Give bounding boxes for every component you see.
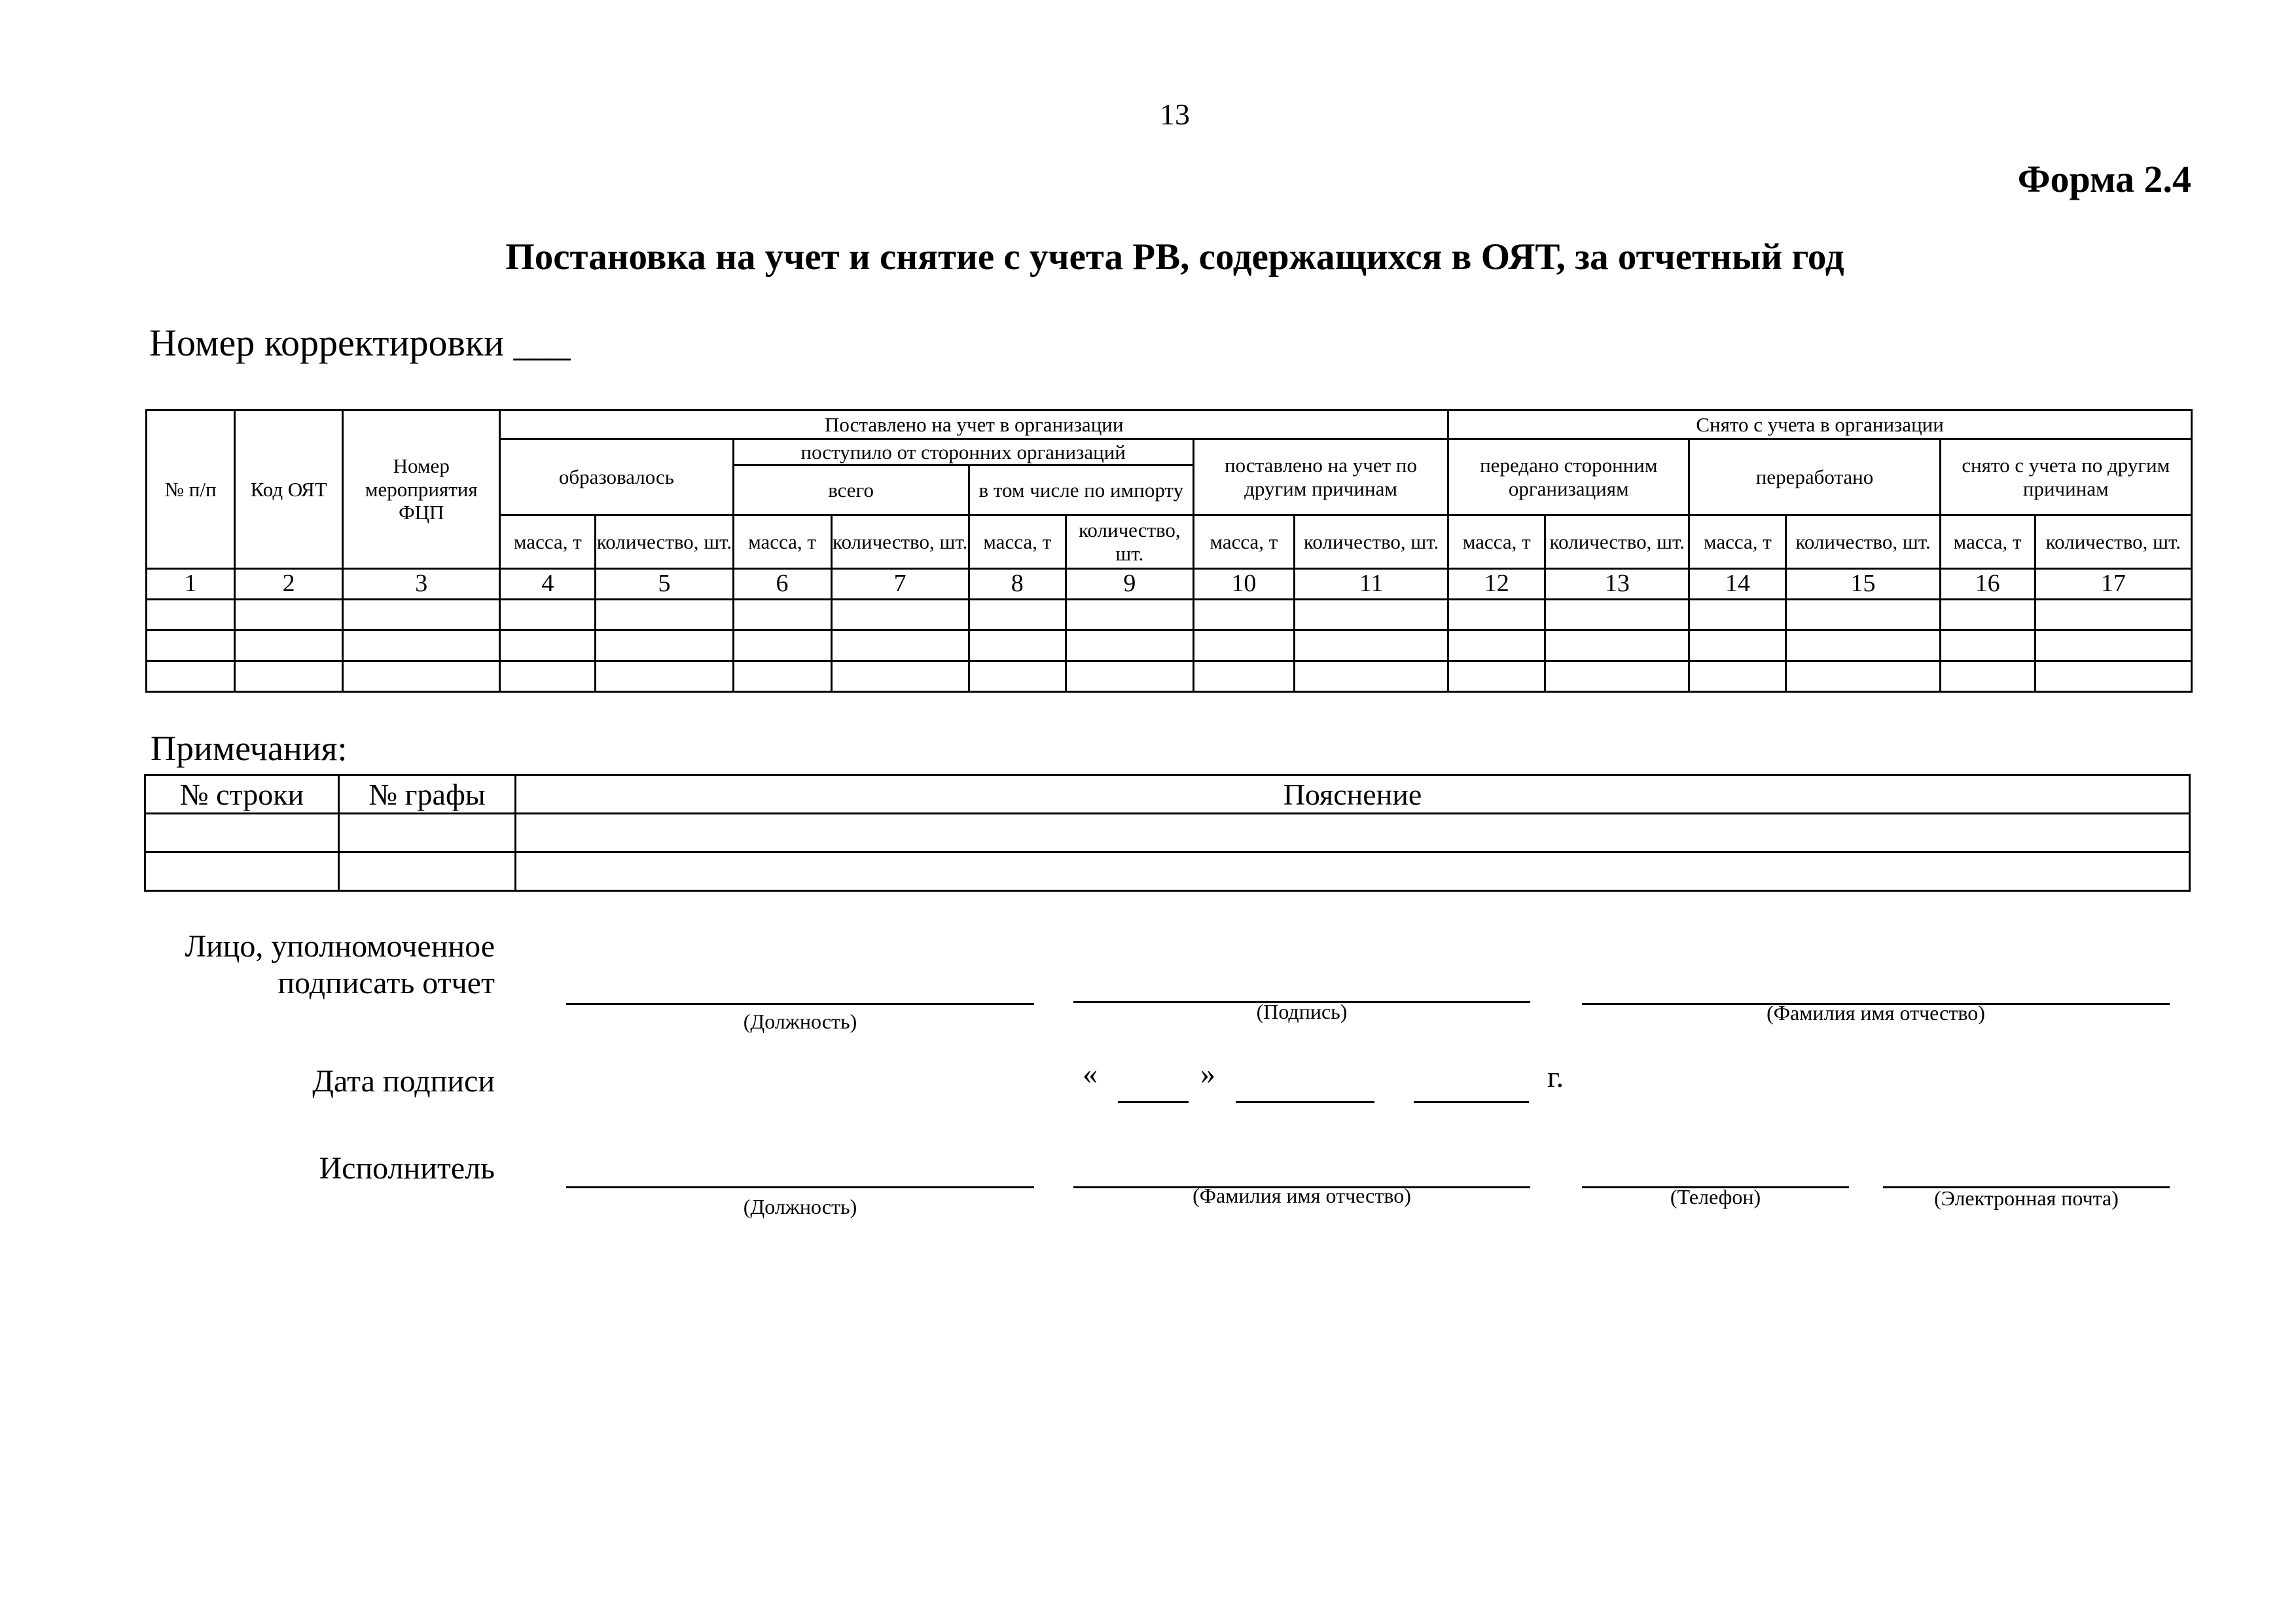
column-number: 4 — [500, 569, 596, 600]
notes-cell[interactable] — [516, 852, 2190, 891]
signature-date-label: Дата подписи — [312, 1064, 495, 1099]
mass-header: масса, т — [500, 515, 596, 569]
date-day-line[interactable] — [1118, 1101, 1189, 1103]
table-cell[interactable] — [1689, 630, 1786, 661]
count-header: количество, шт. — [1066, 515, 1193, 569]
date-month-line[interactable] — [1236, 1101, 1374, 1103]
table-cell[interactable] — [1193, 600, 1294, 630]
table-cell[interactable] — [1786, 600, 1940, 630]
notes-cell[interactable] — [145, 814, 339, 852]
table-cell[interactable] — [1786, 630, 1940, 661]
column-number: 13 — [1545, 569, 1689, 600]
table-cell[interactable] — [1294, 600, 1448, 630]
column-number: 1 — [147, 569, 235, 600]
table-cell[interactable] — [500, 661, 596, 692]
transferred-header: передано сторонним организациям — [1448, 439, 1689, 515]
authorized-person-label: Лицо, уполномоченное подписать отчет — [185, 929, 495, 1000]
table-cell[interactable] — [1294, 661, 1448, 692]
table-cell[interactable] — [500, 600, 596, 630]
table-cell[interactable] — [1689, 661, 1786, 692]
table-cell[interactable] — [235, 630, 343, 661]
table-cell[interactable] — [969, 630, 1066, 661]
table-cell[interactable] — [343, 630, 500, 661]
table-row — [147, 661, 2192, 692]
page-number: 13 — [1160, 98, 1190, 131]
table-cell[interactable] — [1066, 630, 1193, 661]
table-cell[interactable] — [596, 600, 733, 630]
table-cell[interactable] — [1545, 600, 1689, 630]
notes-cell[interactable] — [145, 852, 339, 891]
table-cell[interactable] — [235, 661, 343, 692]
table-cell[interactable] — [1448, 661, 1545, 692]
table-cell[interactable] — [1545, 630, 1689, 661]
table-cell[interactable] — [831, 630, 969, 661]
executor-fio-caption: (Фамилия имя отчество) — [1193, 1184, 1411, 1207]
table-cell[interactable] — [2035, 630, 2191, 661]
column-number: 10 — [1193, 569, 1294, 600]
table-cell[interactable] — [147, 630, 235, 661]
notes-table — [144, 774, 2191, 892]
table-cell[interactable] — [733, 600, 831, 630]
column-number: 2 — [235, 569, 343, 600]
mass-header: масса, т — [1940, 515, 2035, 569]
year-suffix: г. — [1547, 1060, 1564, 1093]
column-number: 16 — [1940, 569, 2035, 600]
mass-header: масса, т — [1193, 515, 1294, 569]
received-total-header: всего — [733, 465, 969, 515]
table-cell[interactable] — [1193, 630, 1294, 661]
column-numbers-row — [147, 569, 2192, 600]
table-cell[interactable] — [733, 661, 831, 692]
mass-header: масса, т — [969, 515, 1066, 569]
table-cell[interactable] — [1448, 600, 1545, 630]
count-header: количество, шт. — [1294, 515, 1448, 569]
received-import-header: в том числе по импорту — [969, 465, 1193, 515]
table-cell[interactable] — [1786, 661, 1940, 692]
column-number: 12 — [1448, 569, 1545, 600]
table-cell[interactable] — [1448, 630, 1545, 661]
column-number: 17 — [2035, 569, 2191, 600]
table-cell[interactable] — [500, 630, 596, 661]
table-cell[interactable] — [733, 630, 831, 661]
received-header: поступило от сторонних организаций — [733, 439, 1193, 465]
table-cell[interactable] — [2035, 600, 2191, 630]
position-line[interactable] — [566, 1003, 1034, 1005]
table-row — [147, 630, 2192, 661]
mass-header: масса, т — [1689, 515, 1786, 569]
quote-open: « — [1083, 1057, 1098, 1090]
column-number: 15 — [1786, 569, 1940, 600]
table-cell[interactable] — [1940, 630, 2035, 661]
notes-header-row-number: № строки — [145, 775, 339, 814]
group-deregistered-header: Снято с учета в организации — [1448, 410, 2192, 439]
table-cell[interactable] — [1545, 661, 1689, 692]
table-row — [147, 600, 2192, 630]
date-year-line[interactable] — [1414, 1101, 1529, 1103]
position-caption: (Должность) — [743, 1010, 857, 1033]
column-number: 8 — [969, 569, 1066, 600]
col-code-header: Код ОЯТ — [235, 410, 343, 569]
executor-label: Исполнитель — [319, 1151, 495, 1186]
group-registered-header: Поставлено на учет в организации — [500, 410, 1448, 439]
table-cell[interactable] — [343, 600, 500, 630]
correction-number-field[interactable]: Номер корректировки ___ — [149, 321, 571, 364]
column-number: 11 — [1294, 569, 1448, 600]
table-cell[interactable] — [831, 661, 969, 692]
col-number-header: № п/п — [147, 410, 235, 569]
column-number: 14 — [1689, 569, 1786, 600]
count-header: количество, шт. — [2035, 515, 2191, 569]
col-event-header: Номер мероприятия ФЦП — [343, 410, 500, 569]
table-cell[interactable] — [1940, 600, 2035, 630]
mass-header: масса, т — [1448, 515, 1545, 569]
notes-cell[interactable] — [339, 814, 516, 852]
column-number: 7 — [831, 569, 969, 600]
phone-caption: (Телефон) — [1670, 1185, 1761, 1209]
table-cell[interactable] — [1066, 661, 1193, 692]
column-number: 3 — [343, 569, 500, 600]
document-title: Постановка на учет и снятие с учета РВ, содержащихся в ОЯТ, за отчетный год — [505, 236, 1844, 278]
notes-row — [145, 852, 2190, 891]
form-number: Форма 2.4 — [2017, 158, 2191, 200]
column-number: 5 — [596, 569, 733, 600]
table-cell[interactable] — [1940, 661, 2035, 692]
table-cell[interactable] — [831, 600, 969, 630]
other-registered-header: поставлено на учет по другим причинам — [1193, 439, 1448, 515]
mass-header: масса, т — [733, 515, 831, 569]
executor-position-line[interactable] — [566, 1186, 1034, 1188]
table-cell[interactable] — [596, 661, 733, 692]
notes-header-explanation: Пояснение — [516, 775, 2190, 814]
email-caption: (Электронная почта) — [1934, 1186, 2119, 1210]
count-header: количество, шт. — [1786, 515, 1940, 569]
accounting-table — [145, 409, 2193, 693]
column-number: 6 — [733, 569, 831, 600]
table-cell[interactable] — [235, 600, 343, 630]
table-cell[interactable] — [1294, 630, 1448, 661]
other-removed-header: снято с учета по другим причинам — [1940, 439, 2191, 515]
table-cell[interactable] — [1066, 600, 1193, 630]
table-cell[interactable] — [343, 661, 500, 692]
table-cell[interactable] — [2035, 661, 2191, 692]
formed-header: образовалось — [500, 439, 733, 515]
executor-position-caption: (Должность) — [743, 1195, 857, 1218]
table-cell[interactable] — [147, 600, 235, 630]
table-cell[interactable] — [1193, 661, 1294, 692]
table-cell[interactable] — [969, 600, 1066, 630]
column-number: 9 — [1066, 569, 1193, 600]
count-header: количество, шт. — [831, 515, 969, 569]
count-header: количество, шт. — [1545, 515, 1689, 569]
table-cell[interactable] — [147, 661, 235, 692]
signature-caption: (Подпись) — [1256, 1000, 1348, 1023]
table-cell[interactable] — [1689, 600, 1786, 630]
notes-header-column-number: № графы — [339, 775, 516, 814]
quote-close: » — [1200, 1057, 1215, 1090]
count-header: количество, шт. — [596, 515, 733, 569]
notes-cell[interactable] — [339, 852, 516, 891]
notes-title: Примечания: — [151, 729, 348, 768]
table-cell[interactable] — [596, 630, 733, 661]
notes-cell[interactable] — [516, 814, 2190, 852]
table-cell[interactable] — [969, 661, 1066, 692]
notes-row — [145, 814, 2190, 852]
processed-header: переработано — [1689, 439, 1940, 515]
fio-caption: (Фамилия имя отчество) — [1767, 1001, 1985, 1025]
